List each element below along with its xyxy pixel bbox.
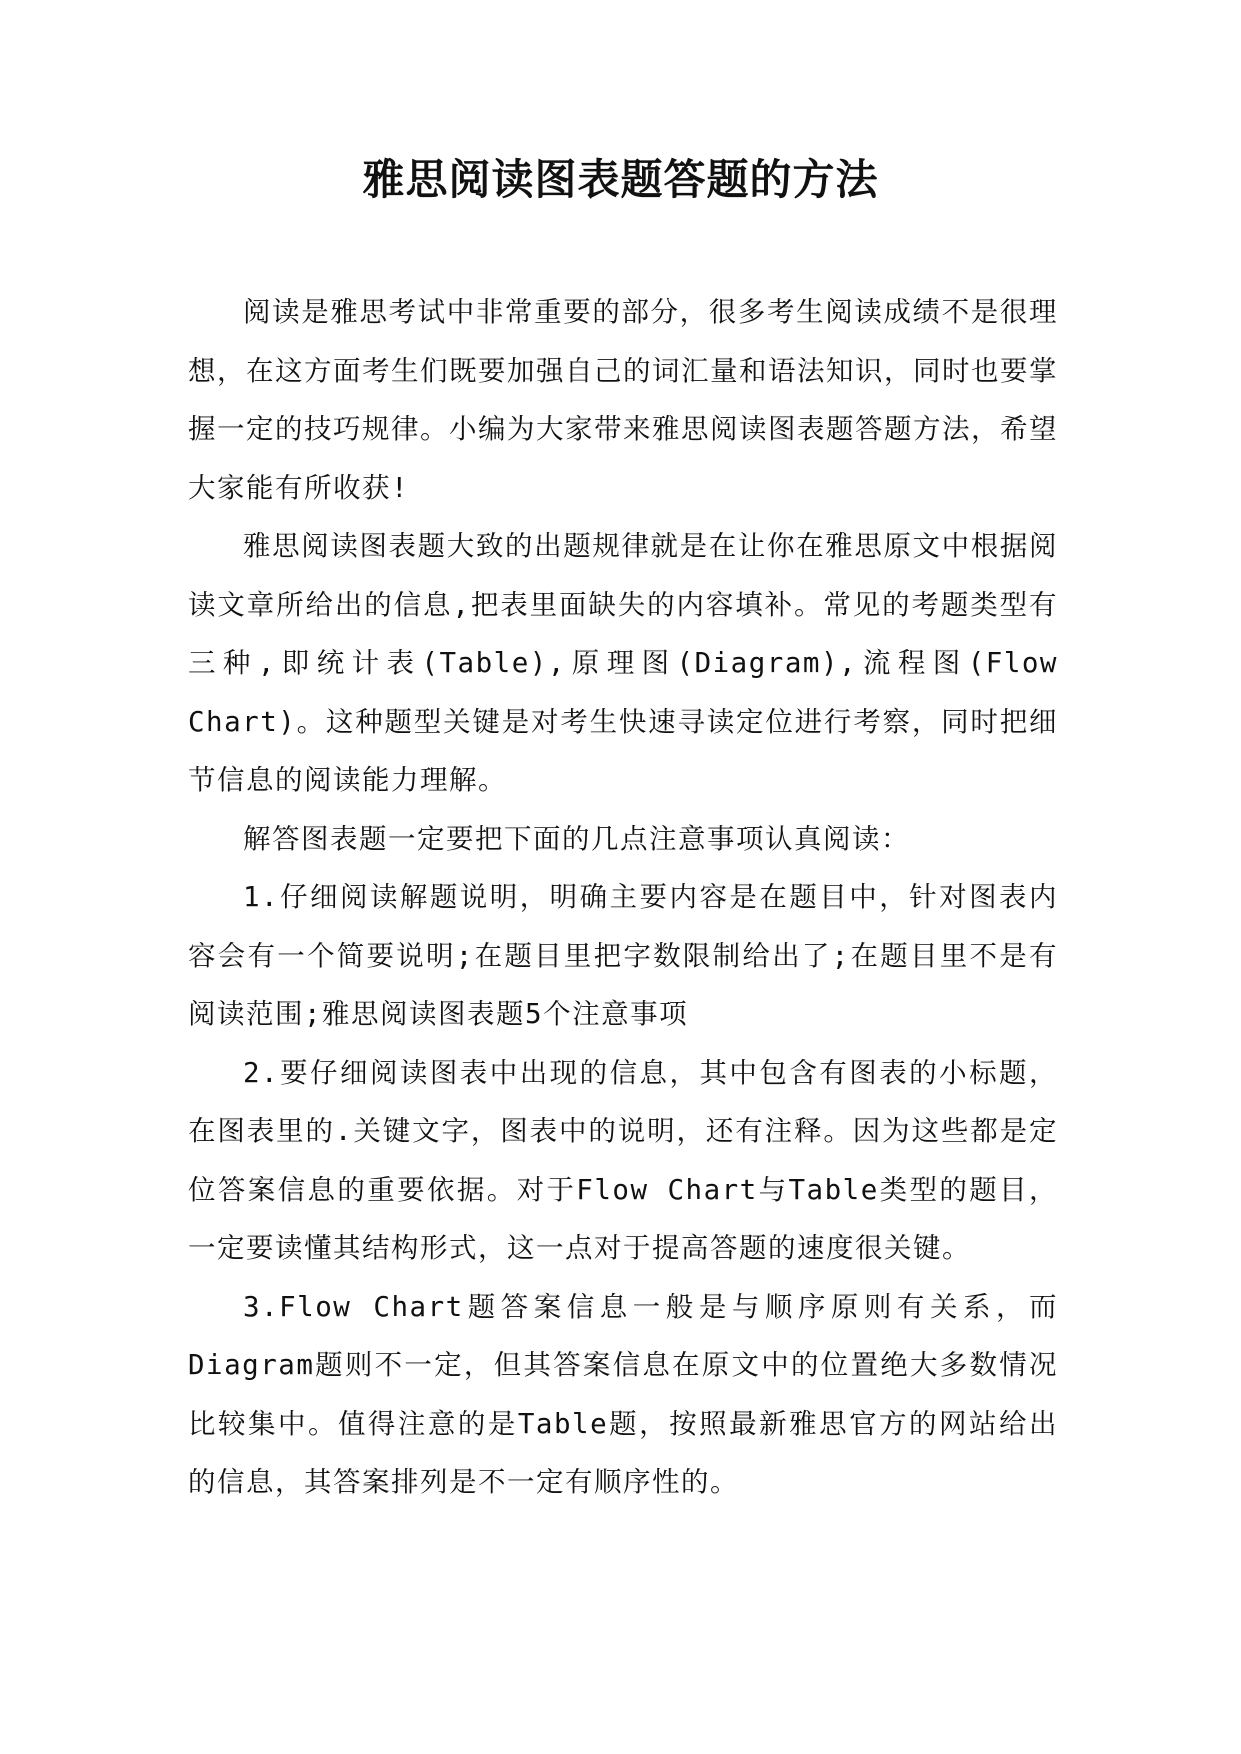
paragraph-question-types: 雅思阅读图表题大致的出题规律就是在让你在雅思原文中根据阅读文章所给出的信息,把表里面缺失的内容填补。常见的考题类型有三种,即统计表(Table),原理图(Diagram),流程图(Flow Chart)。这种题型关键是对考生快速寻读定位进行考察，同时把细节信息的阅读能力理解。	[188, 530, 1058, 796]
paragraph-note-2: 2.要仔细阅读图表中出现的信息，其中包含有图表的小标题，在图表里的.关键文字，图表中的说明，还有注释。因为这些都是定位答案信息的重要依据。对于Flow Chart与Table类型的题目，一定要读懂其结构形式，这一点对于提高答题的速度很关键。	[188, 1056, 1058, 1264]
paragraph-note-3: 3.Flow Chart题答案信息一般是与顺序原则有关系，而Diagram题则不一定，但其答案信息在原文中的位置绝大多数情况比较集中。值得注意的是Table题，按照最新雅思官方的网站给出的信息，其答案排列是不一定有顺序性的。	[188, 1290, 1058, 1498]
paragraph-intro: 阅读是雅思考试中非常重要的部分，很多考生阅读成绩不是很理想，在这方面考生们既要加强自己的词汇量和语法知识，同时也要掌握一定的技巧规律。小编为大家带来雅思阅读图表题答题方法，希望大家能有所收获!	[188, 296, 1058, 504]
paragraph-notes-heading: 解答图表题一定要把下面的几点注意事项认真阅读：	[243, 822, 910, 855]
document-title: 雅思阅读图表题答题的方法	[362, 155, 879, 204]
paragraph-note-1: 1.仔细阅读解题说明，明确主要内容是在题目中，针对图表内容会有一个简要说明;在题目里把字数限制给出了;在题目里不是有阅读范围;雅思阅读图表题5个注意事项	[188, 881, 1058, 1030]
document-body	[188, 283, 1058, 1512]
